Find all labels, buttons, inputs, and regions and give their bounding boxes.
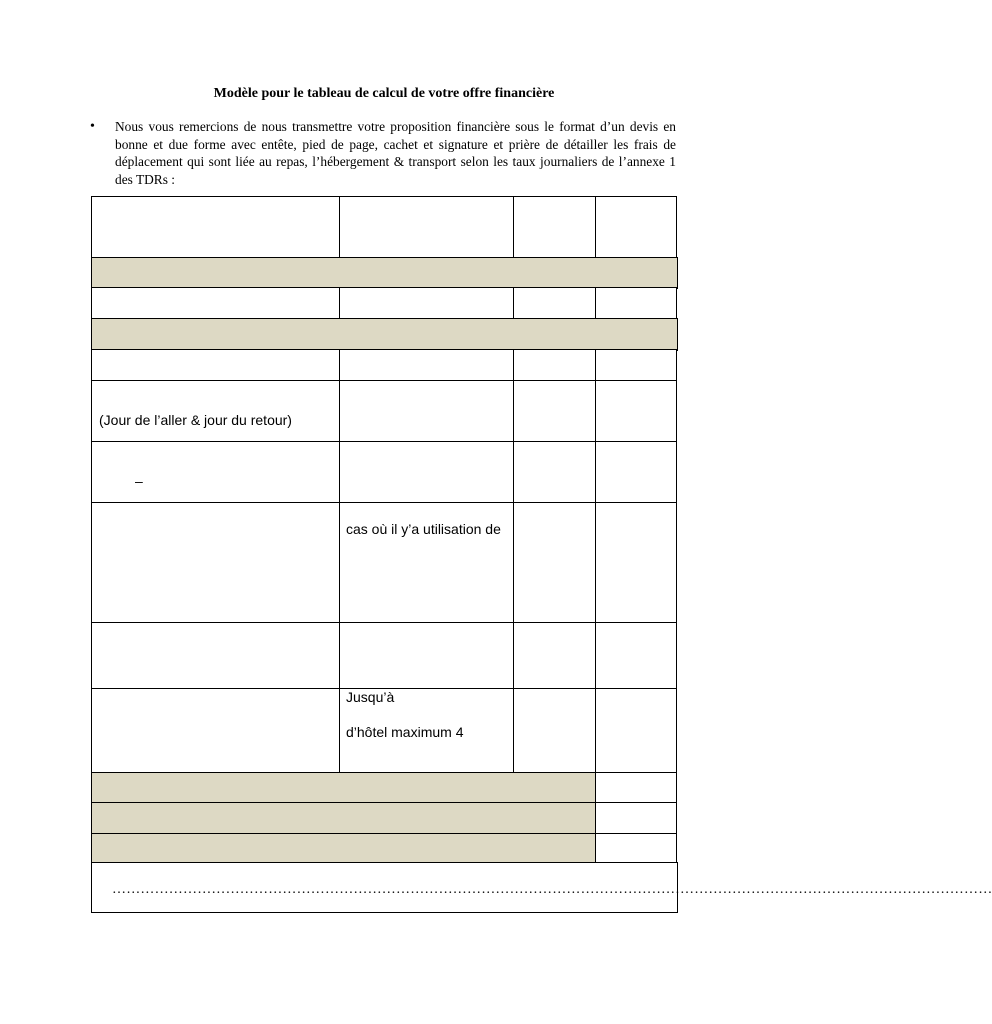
table-cell bbox=[513, 287, 597, 320]
table-cell bbox=[595, 441, 677, 504]
section-row bbox=[91, 318, 678, 351]
hotel-max-label: d’hôtel maximum 4 bbox=[346, 724, 464, 740]
table-cell bbox=[513, 196, 597, 259]
table-cell bbox=[91, 622, 341, 690]
table-cell bbox=[513, 688, 597, 774]
dash-mark: – bbox=[135, 473, 143, 489]
footer-dotted-line: …………………………………………………………………………………………………………………………………………………………………… bbox=[112, 882, 992, 897]
table-cell bbox=[339, 349, 515, 382]
table-cell bbox=[91, 196, 341, 259]
table-cell bbox=[339, 441, 515, 504]
table-cell bbox=[339, 287, 515, 320]
table-cell bbox=[595, 196, 677, 259]
table-cell bbox=[91, 502, 341, 624]
table-cell bbox=[595, 349, 677, 382]
table-cell bbox=[91, 287, 341, 320]
total-row-label bbox=[91, 802, 597, 835]
travel-days-note: (Jour de l’aller & jour du retour) bbox=[99, 412, 292, 428]
table-cell bbox=[595, 622, 677, 690]
table-cell bbox=[91, 688, 341, 774]
total-row-label bbox=[91, 772, 597, 804]
table-cell bbox=[513, 349, 597, 382]
table-cell bbox=[595, 380, 677, 443]
intro-paragraph: Nous vous remercions de nous transmettre votre proposition financière sous le format d’un devis en bonne et due forme avec entête, pied de page, cachet et signature et prière de détailler les frais de déplacement qui sont liée au repas, l’hébergement & transport selon les taux journaliers de l’annexe 1 des TDRs : bbox=[115, 119, 676, 187]
table-cell bbox=[595, 287, 677, 320]
table-cell bbox=[339, 380, 515, 443]
table-cell bbox=[513, 502, 597, 624]
table-cell bbox=[339, 622, 515, 690]
table-cell bbox=[513, 441, 597, 504]
hotel-up-to-label: Jusqu’à bbox=[346, 689, 395, 705]
total-row-value bbox=[595, 833, 677, 864]
table-cell bbox=[91, 349, 341, 382]
total-row-value bbox=[595, 802, 677, 835]
section-row bbox=[91, 257, 678, 289]
table-cell bbox=[513, 622, 597, 690]
table-cell bbox=[513, 380, 597, 443]
document-title: Modèle pour le tableau de calcul de votre offre financière bbox=[213, 86, 555, 101]
vehicle-use-note: cas où il y’a utilisation de bbox=[346, 521, 501, 537]
table-cell bbox=[339, 196, 515, 259]
table-cell bbox=[91, 441, 341, 504]
table-cell bbox=[595, 502, 677, 624]
bullet-marker: • bbox=[90, 119, 95, 134]
total-row-value bbox=[595, 772, 677, 804]
table-cell bbox=[595, 688, 677, 774]
total-row-label bbox=[91, 833, 597, 864]
